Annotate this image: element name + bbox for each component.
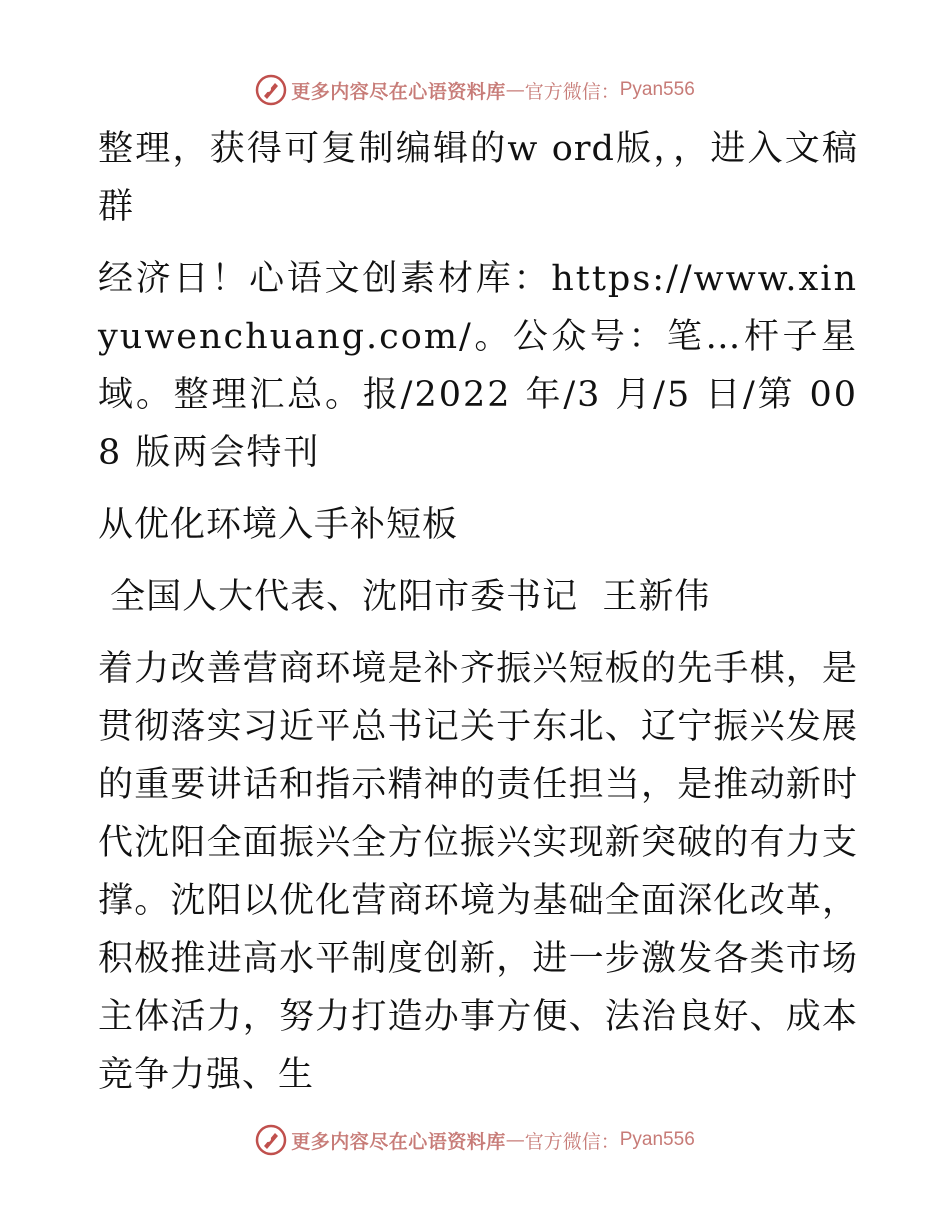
banner-wechat-id: Pyan556 [619,1129,695,1150]
banner-text: 更多内容尽在心语资料库 [291,1130,506,1153]
seal-logo-icon [255,1124,287,1156]
banner-wechat-label: 官方微信： [524,1130,620,1153]
article-title: 从优化环境入手补短板 [98,505,459,545]
paragraph-intro: 整理，获得可复制编辑的w ord版，，进入文稿群 [98,129,858,227]
banner-dash: — [505,1129,525,1151]
footer-banner [0,1120,950,1160]
banner-text: 更多内容尽在心语资料库 [291,80,506,103]
banner-wechat-id: Pyan556 [619,79,695,100]
paragraph-body: 着力改善营商环境是补齐振兴短板的先手棋，是贯彻落实习近平总书记关于东北、辽宁振兴发展的重要讲话和指示精神的责任担当，是推动新时代沈阳全面振兴全方位振兴实现新突破的有力支撑。沈阳以优化营商环境为基础全面深化改革，积极推进高水平制度创新，进一步激发各类市场主体活力，努力打造办事方便、法治良好、成本竞争力强、生 [98,649,858,1095]
paragraph-source: 经济日！心语文创素材库：https://www.xinyuwenchuang.com/。公众号：笔…杆子星域。整理汇总。报/2022 年/3 月/5 日/第 008 版两会特刊 [98,259,858,473]
seal-logo-icon [255,74,287,106]
document-body [98,120,858,1118]
header-banner [0,70,950,110]
article-author: 全国人大代表、沈阳市委书记 王新伟 [98,577,711,617]
banner-wechat-label: 官方微信： [524,80,620,103]
banner-dash: — [505,79,525,101]
